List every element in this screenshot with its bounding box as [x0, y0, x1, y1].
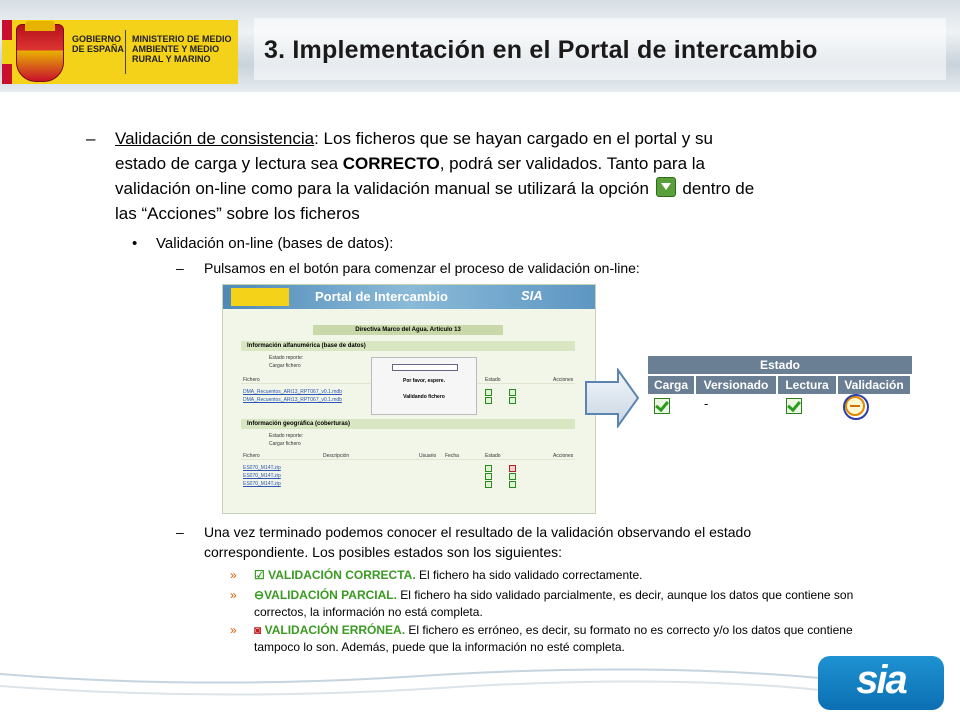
- portal-col-acciones-1: Acciones: [553, 377, 574, 383]
- validacion-label: Validación de consistencia: [115, 129, 315, 148]
- dash-marker: –: [86, 129, 96, 148]
- slide-title: 3. Implementación en el Portal de intercambio: [264, 36, 818, 64]
- estado-header: Estado: [648, 356, 912, 374]
- estado-col-lectura: Lectura: [778, 376, 836, 394]
- portal-cargar-2[interactable]: Cargar fichero: [269, 441, 301, 447]
- portal-validating-text: Validando fichero: [403, 394, 445, 400]
- sub-item-2: [204, 522, 844, 562]
- flag-icon: [2, 20, 12, 84]
- bullet-online: Validación on-line (bases de datos):: [156, 235, 394, 252]
- para-line-3: validación on-line como para la validación manual se utilizará la opción: [115, 179, 649, 198]
- portal-geo-link[interactable]: ES070_M14T.zip: [243, 481, 281, 487]
- para-line-1: : Los ficheros que se hayan cargado en el portal y su: [314, 129, 713, 148]
- portal-section-geo: Información geográfica (coberturas): [241, 419, 575, 429]
- logo-divider: [125, 30, 126, 74]
- state-partial-icon: ⊖: [254, 588, 265, 602]
- portal-col-fichero-1: Fichero: [243, 377, 260, 383]
- portal-col-estado-1: Estado: [485, 377, 501, 383]
- para-line-2b: , podrá ser validados. Tanto para la: [439, 154, 705, 173]
- estado-columns: [648, 376, 912, 394]
- portal-screenshot: [222, 284, 596, 514]
- portal-sia-logo: SIA: [521, 288, 543, 303]
- portal-check-icon: [509, 397, 516, 404]
- portal-title: Portal de Intercambio: [315, 289, 448, 304]
- state-erronea-title: VALIDACIÓN ERRÓNEA.: [264, 623, 406, 637]
- portal-geo-link[interactable]: ES070_M14T.zip: [243, 465, 281, 471]
- estado-table: [648, 356, 912, 418]
- portal-check-icon: [485, 481, 492, 488]
- portal-col-fecha: Fecha: [445, 453, 459, 459]
- estado-col-versionado: Versionado: [696, 376, 776, 394]
- portal-progress-bar: [392, 364, 458, 371]
- state-parcial-title: VALIDACIÓN PARCIAL.: [264, 588, 397, 602]
- portal-check-icon: [485, 473, 492, 480]
- carga-check-icon: [654, 398, 670, 414]
- state-erronea-desc-2: tampoco lo son. Además, puede que la información no esté completa.: [254, 640, 625, 654]
- state-correcta-desc: El fichero ha sido validado correctamente.: [415, 568, 643, 582]
- portal-section-alfa: Información alfanumérica (base de datos): [241, 341, 575, 351]
- portal-estado-reporte-2: Estado reporte:: [269, 433, 304, 439]
- portal-check-icon: [509, 473, 516, 480]
- portal-check-icon: [485, 397, 492, 404]
- state-parcial-desc-2: correctos, la información no está completa.: [254, 605, 483, 619]
- versionado-value: -: [704, 396, 709, 411]
- portal-file-link[interactable]: DMA_Recuentos_ARt13_RPT067_v0.1.mdb: [243, 397, 342, 403]
- portal-estado-reporte-1: Estado reporte:: [269, 355, 304, 361]
- state-parcial: [254, 587, 934, 621]
- portal-col-usuario: Usuario: [419, 453, 437, 459]
- estado-values: [648, 394, 912, 418]
- sub-item-2-line-1: Una vez terminado podemos conocer el resultado de la validación observando el estado: [204, 524, 752, 540]
- sub-item-1: Pulsamos en el botón para comenzar el proceso de validación on-line:: [204, 260, 640, 276]
- portal-col-estado-2: Estado: [485, 453, 501, 459]
- arrow-right-icon: [584, 368, 640, 428]
- portal-error-icon: [509, 465, 516, 472]
- state-erronea-desc: El fichero es erróneo, es decir, su formato no es correcto y/o los datos que contiene: [405, 623, 853, 637]
- lectura-check-icon: [786, 398, 802, 414]
- state-correcta: [254, 567, 934, 584]
- intro-paragraph: [115, 126, 935, 226]
- gobierno-label: GOBIERNO DE ESPAÑA: [72, 34, 124, 54]
- portal-check-icon: [485, 465, 492, 472]
- portal-file-link[interactable]: DMA_Recuentos_ARt13_RPT067_v0.1.mdb: [243, 389, 342, 395]
- portal-col-fichero-2: Fichero: [243, 453, 260, 459]
- portal-check-icon: [485, 389, 492, 396]
- para-line-2a: estado de carga y lectura sea: [115, 154, 343, 173]
- state-parcial-desc: El fichero ha sido validado parcialmente, es decir, aunque los datos que contiene son: [396, 588, 854, 602]
- sia-logo: [818, 656, 944, 710]
- state-correct-icon: ☑: [254, 568, 265, 582]
- bottom-wave: [0, 660, 820, 720]
- portal-geo-link[interactable]: ES070_M14T.zip: [243, 473, 281, 479]
- highlight-ring: [843, 394, 869, 420]
- estado-col-carga: Carga: [648, 376, 694, 394]
- portal-table-header-2: [241, 453, 575, 460]
- portal-header: [223, 285, 595, 309]
- sia-logo-text: sia: [856, 658, 906, 702]
- state-marker: »: [230, 588, 237, 602]
- portal-check-icon: [509, 389, 516, 396]
- portal-col-descripcion: Descripción: [323, 453, 350, 459]
- portal-wait-text: Por favor, espere.: [403, 378, 445, 384]
- portal-cargar-1[interactable]: Cargar fichero: [269, 363, 301, 369]
- para-line-3b: dentro de: [677, 179, 755, 198]
- correcto-label: CORRECTO: [342, 154, 440, 173]
- state-error-icon: ◙: [254, 623, 262, 637]
- estado-col-validacion: Validación: [838, 376, 910, 394]
- portal-wait-dialog: [371, 357, 477, 415]
- bullet-marker: •: [132, 235, 138, 252]
- validate-option-icon: [656, 177, 676, 197]
- crest-icon: [16, 24, 64, 82]
- portal-check-icon: [509, 481, 516, 488]
- portal-col-acciones-2: Acciones: [553, 453, 574, 459]
- sub-item-2-line-2: correspondiente. Los posibles estados son los siguientes:: [204, 544, 562, 560]
- para-line-4: las “Acciones” sobre los ficheros: [115, 204, 360, 223]
- sub-dash-2: –: [176, 524, 184, 540]
- ministerio-label: MINISTERIO DE MEDIO AMBIENTE Y MEDIO RURAL Y MARINO: [132, 34, 232, 64]
- portal-logo: [231, 288, 289, 306]
- sub-dash-1: –: [176, 260, 184, 276]
- state-marker: »: [230, 623, 237, 637]
- portal-directive: Directiva Marco del Agua. Artículo 13: [313, 325, 503, 335]
- ministry-logo: [2, 20, 238, 84]
- state-erronea: [254, 622, 934, 656]
- state-marker: »: [230, 568, 237, 582]
- state-correcta-title: VALIDACIÓN CORRECTA.: [268, 568, 416, 582]
